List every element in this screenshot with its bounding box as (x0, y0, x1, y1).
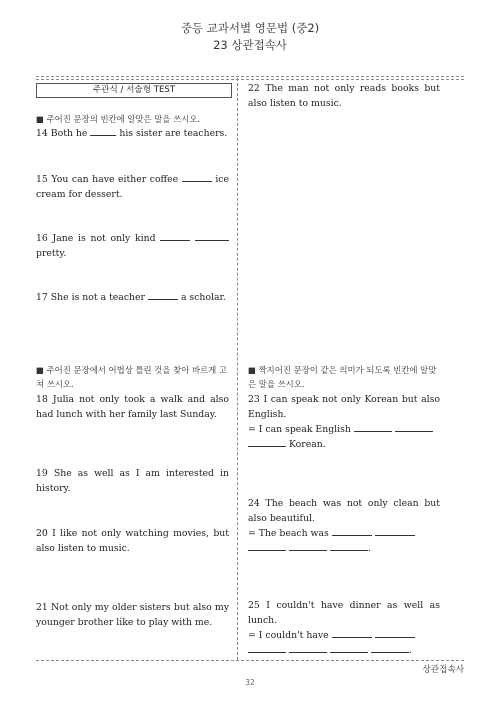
answer-blank[interactable] (395, 422, 433, 432)
answer-blank[interactable] (289, 541, 327, 551)
top-divider (36, 76, 464, 77)
question-19: 19 She as well as I am interested in history. (36, 468, 229, 494)
answer-blank[interactable] (332, 526, 372, 536)
footer-label: 상관접속사 (422, 665, 464, 675)
answer-blank[interactable] (182, 172, 212, 182)
test-label-box: 주관식 / 서술형 TEST (36, 83, 232, 98)
column-divider (237, 78, 238, 660)
instruction-correct-error: ■ 주어진 문장에서 어법상 틀린 것을 찾아 바르게 고쳐 쓰시오. (36, 365, 228, 389)
answer-blank[interactable] (330, 643, 368, 653)
question-16: 16 Jane is not only kind pretty. (36, 231, 229, 261)
question-25: 25 I couldn't have dinner as well as lunch. = I couldn't have . (248, 600, 440, 656)
answer-blank[interactable] (90, 126, 116, 136)
bottom-divider (36, 660, 464, 661)
page-title: 중등 교과서별 영문법 (중2) (180, 21, 320, 35)
answer-blank[interactable] (160, 231, 190, 241)
question-23: 23 I can speak not only Korean but also English. = I can speak English Korean. (248, 394, 440, 450)
top-divider-inner (36, 79, 464, 80)
question-21: 21 Not only my older sisters but also my younger brother like to play with me. (36, 602, 229, 628)
answer-blank[interactable] (375, 526, 415, 536)
question-22: 22 The man not only reads books but also listen to music. (248, 83, 440, 109)
answer-blank[interactable] (354, 422, 392, 432)
answer-blank[interactable] (248, 643, 286, 653)
question-18: 18 Julia not only took a walk and also had lunch with her family last Sunday. (36, 394, 229, 420)
answer-blank[interactable] (371, 643, 409, 653)
question-17: 17 She is not a teacher a scholar. (36, 292, 226, 303)
question-20: 20 I like not only watching movies, but also listen to music. (36, 528, 229, 554)
page-subtitle: 23 상관접속사 (213, 38, 287, 52)
instruction-fill-blank: ■ 주어진 문장의 빈칸에 알맞은 말을 쓰시오. (36, 114, 201, 124)
page-number: 32 (245, 678, 255, 687)
answer-blank[interactable] (375, 628, 415, 638)
answer-blank[interactable] (248, 437, 286, 447)
question-24: 24 The beach was not only clean but also beautiful. = The beach was . (248, 498, 440, 554)
answer-blank[interactable] (289, 643, 327, 653)
answer-blank[interactable] (330, 541, 368, 551)
answer-blank[interactable] (332, 628, 372, 638)
question-14: 14 Both he his sister are teachers. (36, 128, 228, 139)
question-15: 15 You can have either coffee ice cream for dessert. (36, 174, 229, 200)
instruction-same-meaning: ■ 짝지어진 문장이 같은 의미가 되도록 빈칸에 알맞은 말을 쓰시오. (248, 365, 437, 389)
answer-blank[interactable] (248, 541, 286, 551)
answer-blank[interactable] (148, 290, 178, 300)
answer-blank[interactable] (195, 231, 229, 241)
